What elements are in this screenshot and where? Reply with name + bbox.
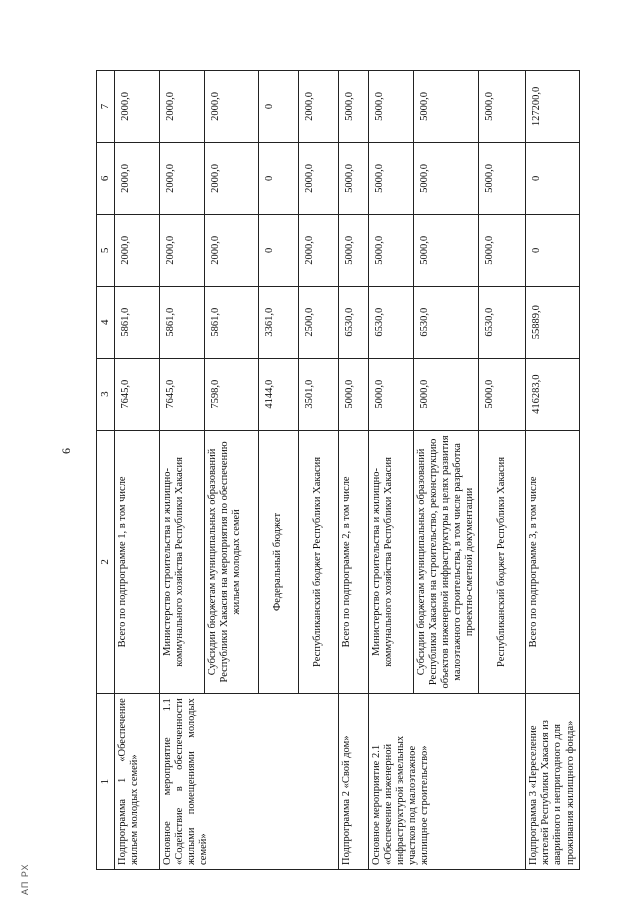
funding-source: Всего по подпрограмме 3, в том числе <box>526 430 579 694</box>
value-cell: 5000,0 <box>339 358 369 430</box>
program-name: Основное мероприятие 2.1 «Обеспечение инженерной инфраструктурой земельных участков под малоэтажное жилищное строительство» <box>369 694 526 870</box>
page-number: 6 <box>59 448 73 454</box>
funding-source: Субсидии бюджетам муниципальных образований Республики Хакасия на строительство, реконструкцию объектов инженерной инфраструктуры в целях развития малоэтажного строительства, в том числе разработка проектно-сметной документации <box>414 430 479 694</box>
funding-source: Всего по подпрограмме 2, в том числе <box>339 430 369 694</box>
value-cell: 5000,0 <box>369 142 414 214</box>
value-cell: 2000,0 <box>205 71 259 143</box>
value-cell: 6530,0 <box>414 286 479 358</box>
value-cell: 55889,0 <box>526 286 579 358</box>
value-cell: 2000,0 <box>299 142 339 214</box>
value-cell: 5000,0 <box>339 71 369 143</box>
funding-source: Министерство строительства и жилищно-коммунального хозяйства Республики Хакасия <box>160 430 205 694</box>
header-col-5: 5 <box>97 214 115 286</box>
value-cell: 0 <box>259 71 299 143</box>
header-row <box>97 71 115 870</box>
value-cell: 2000,0 <box>115 142 160 214</box>
value-cell: 2000,0 <box>115 214 160 286</box>
value-cell: 5000,0 <box>339 214 369 286</box>
value-cell: 0 <box>526 214 579 286</box>
archive-stamp: АП РХ <box>20 863 30 895</box>
funding-source: Республиканский бюджет Республики Хакасия <box>479 430 526 694</box>
value-cell: 2000,0 <box>299 214 339 286</box>
value-cell: 5861,0 <box>115 286 160 358</box>
value-cell: 5000,0 <box>369 214 414 286</box>
value-cell: 5000,0 <box>414 71 479 143</box>
program-name: Подпрограмма 3 «Переселение жителей Республики Хакасия из аварийного и непригодного для проживания жилищного фонда» <box>526 694 579 870</box>
funding-source: Федеральный бюджет <box>259 430 299 694</box>
value-cell: 6530,0 <box>369 286 414 358</box>
value-cell: 5000,0 <box>479 142 526 214</box>
table-row <box>115 71 160 870</box>
value-cell: 5000,0 <box>479 358 526 430</box>
value-cell: 5861,0 <box>205 286 259 358</box>
value-cell: 2000,0 <box>160 71 205 143</box>
funding-source: Всего по подпрограмме 1, в том числе <box>115 430 160 694</box>
value-cell: 5000,0 <box>414 214 479 286</box>
value-cell: 416283,0 <box>526 358 579 430</box>
header-col-3: 3 <box>97 358 115 430</box>
value-cell: 0 <box>259 214 299 286</box>
value-cell: 5000,0 <box>479 71 526 143</box>
value-cell: 2000,0 <box>115 71 160 143</box>
value-cell: 2000,0 <box>160 214 205 286</box>
header-col-4: 4 <box>97 286 115 358</box>
table-row <box>339 71 369 870</box>
value-cell: 2000,0 <box>299 71 339 143</box>
program-name: Основное мероприятие 1.1 «Содействие в обеспеченности жилыми помещениями молодых семей» <box>160 694 339 870</box>
value-cell: 7598,0 <box>205 358 259 430</box>
value-cell: 3361,0 <box>259 286 299 358</box>
rotated-table-container <box>96 70 576 870</box>
table-row <box>369 71 414 870</box>
table-row <box>160 71 205 870</box>
value-cell: 5000,0 <box>369 358 414 430</box>
funding-source: Субсидии бюджетам муниципальных образований Республики Хакасия на мероприятия по обеспечению жильем молодых семей <box>205 430 259 694</box>
header-col-2: 2 <box>97 430 115 694</box>
budget-table <box>96 70 580 870</box>
value-cell: 5000,0 <box>479 214 526 286</box>
value-cell: 2000,0 <box>160 142 205 214</box>
funding-source: Республиканский бюджет Республики Хакасия <box>299 430 339 694</box>
value-cell: 5000,0 <box>369 71 414 143</box>
funding-source: Министерство строительства и жилищно-коммунального хозяйства Республики Хакасия <box>369 430 414 694</box>
value-cell: 5000,0 <box>414 142 479 214</box>
value-cell: 2500,0 <box>299 286 339 358</box>
value-cell: 2000,0 <box>205 142 259 214</box>
value-cell: 7645,0 <box>160 358 205 430</box>
header-col-1: 1 <box>97 694 115 870</box>
table-row <box>526 71 579 870</box>
value-cell: 0 <box>259 142 299 214</box>
value-cell: 5000,0 <box>339 142 369 214</box>
value-cell: 5000,0 <box>414 358 479 430</box>
value-cell: 5861,0 <box>160 286 205 358</box>
program-name: Подпрограмма 2 «Свой дом» <box>339 694 369 870</box>
header-col-7: 7 <box>97 71 115 143</box>
value-cell: 127200,0 <box>526 71 579 143</box>
header-col-6: 6 <box>97 142 115 214</box>
value-cell: 7645,0 <box>115 358 160 430</box>
value-cell: 3501,0 <box>299 358 339 430</box>
program-name: Подпрограмма 1 «Обеспечение жильем молодых семей» <box>115 694 160 870</box>
value-cell: 2000,0 <box>205 214 259 286</box>
value-cell: 4144,0 <box>259 358 299 430</box>
value-cell: 6530,0 <box>479 286 526 358</box>
value-cell: 0 <box>526 142 579 214</box>
value-cell: 6530,0 <box>339 286 369 358</box>
